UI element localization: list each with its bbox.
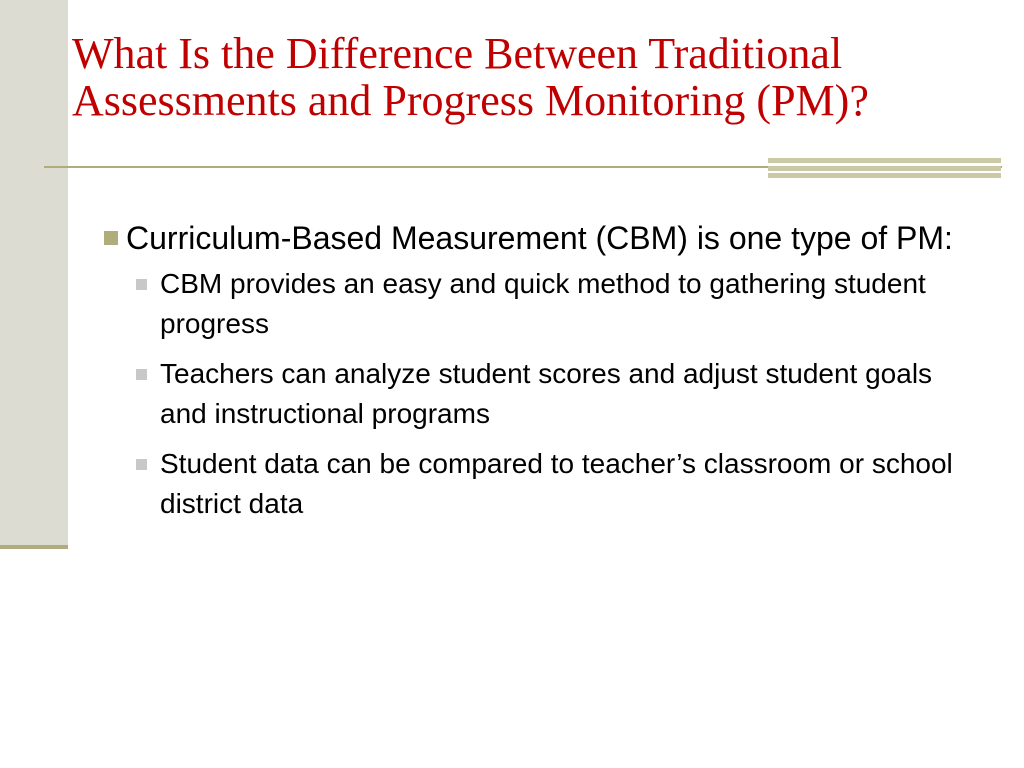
title-accent-stripe [768,166,1001,171]
square-bullet-icon [136,279,147,290]
sub-bullet-list [100,264,980,524]
title-accent-stripe [768,158,1001,163]
slide-title-line-1: What Is the Difference Between Traditional [72,29,843,78]
slide-title-line-2: Assessments and Progress Monitoring (PM)? [72,76,869,125]
square-bullet-icon [104,231,118,245]
title-accent-stripe [768,173,1001,178]
left-band-rule [0,545,68,549]
square-bullet-icon [136,459,147,470]
slide-body [100,215,980,524]
square-bullet-icon [136,369,147,380]
bullet-text: Curriculum-Based Measurement (CBM) is one type of PM: [126,220,953,256]
title-accent-bar [768,158,1001,178]
bullet-item [100,215,980,262]
sub-bullet-text: Teachers can analyze student scores and adjust student goals and instructional programs [160,358,933,429]
slide-title [72,30,1012,124]
left-decorative-band [0,0,68,546]
sub-bullet-item [130,354,980,434]
sub-bullet-item [130,264,980,344]
sub-bullet-text: CBM provides an easy and quick method to gathering student progress [160,268,926,339]
sub-bullet-item [130,444,980,524]
sub-bullet-text: Student data can be compared to teacher’s classroom or school district data [160,448,953,519]
